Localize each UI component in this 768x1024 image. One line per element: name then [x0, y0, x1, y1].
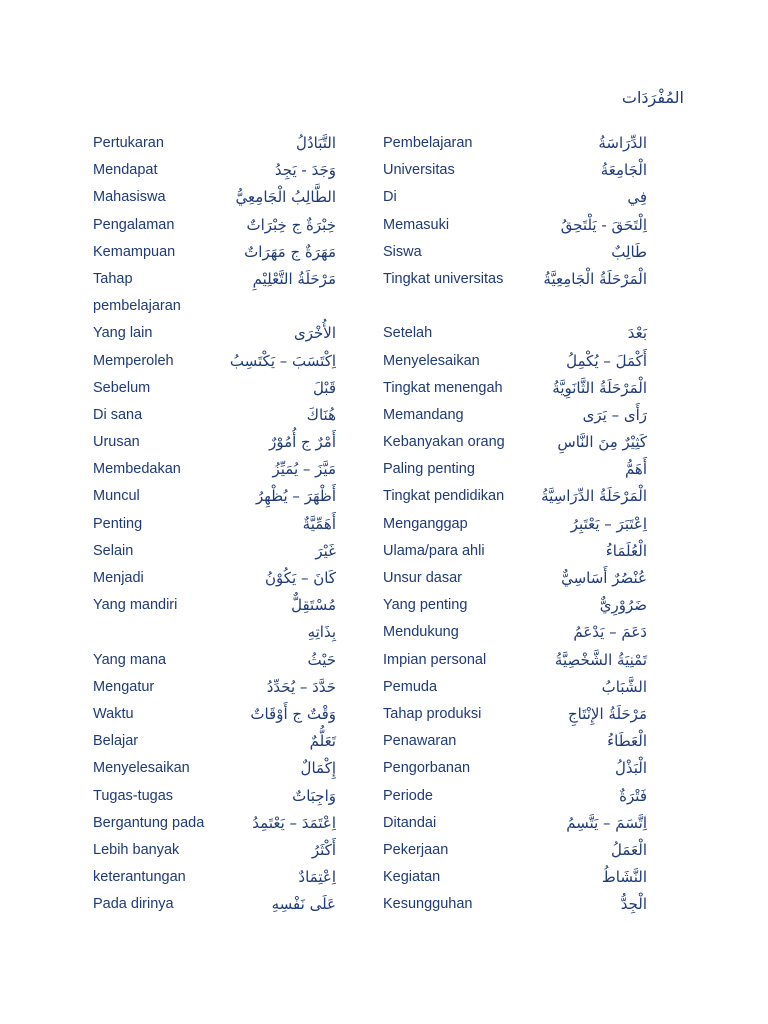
indonesian-term: Lebih banyak: [93, 841, 180, 858]
indonesian-term: Tahap produksi: [383, 705, 482, 722]
vocab-row: [0, 565, 768, 592]
arabic-term: خِبْرَةٌ ج خِبْرَاتٌ: [246, 215, 336, 234]
indonesian-term: Urusan: [93, 434, 140, 451]
arabic-term: بَعْدَ: [627, 324, 647, 343]
arabic-term: أَكْمَلَ – يُكْمِلُ: [566, 351, 647, 370]
indonesian-term: Memandang: [383, 406, 464, 423]
vocab-row: [0, 456, 768, 483]
arabic-term: الأُخْرَى: [293, 324, 336, 343]
indonesian-term: Mahasiswa: [93, 189, 166, 206]
indonesian-term: Penting: [93, 515, 143, 532]
arabic-term: الْعُلَمَاءُ: [605, 541, 647, 560]
indonesian-term: Universitas: [383, 162, 455, 179]
indonesian-term: Tingkat pendidikan: [383, 488, 505, 505]
arabic-term: مَرْحَلَةُ الإِنْتَاجِ: [567, 704, 647, 723]
vocab-row: [0, 674, 768, 701]
indonesian-term: Ditandai: [383, 814, 437, 831]
arabic-term: تَمْنِيَةُ الشَّخْصِيَّةُ: [554, 650, 647, 669]
arabic-term: الْجِدُّ: [620, 895, 647, 914]
vocab-row: [0, 810, 768, 837]
vocab-row: [0, 130, 768, 157]
arabic-term: أَهَمُّ: [624, 460, 647, 479]
arabic-term: غَيْرَ: [315, 541, 336, 560]
vocab-row: [0, 701, 768, 728]
vocab-row: [0, 184, 768, 211]
arabic-term: مَرْحَلَةُ التَّعْلِيْمِ: [252, 269, 336, 288]
arabic-term: أَمْرٌ ج أُمُوْرٌ: [269, 433, 336, 452]
vocab-row: [0, 619, 768, 646]
indonesian-term: Pada dirinya: [93, 896, 174, 913]
indonesian-term: Pemuda: [383, 678, 438, 695]
indonesian-term: Memasuki: [383, 216, 450, 233]
arabic-term: تَعَلُّمٌ: [309, 732, 336, 751]
page-title: المُفْرَدَات: [621, 88, 684, 107]
indonesian-term: Membedakan: [93, 461, 181, 478]
indonesian-term: Mendukung: [383, 624, 459, 641]
indonesian-term: Kesungguhan: [383, 896, 473, 913]
indonesian-term: Menganggap: [383, 515, 468, 532]
vocab-row: [0, 538, 768, 565]
indonesian-term: Tingkat menengah: [383, 379, 503, 396]
arabic-term: فِي: [627, 188, 647, 207]
arabic-term: عَلَى نَفْسِهِ: [271, 895, 336, 914]
arabic-term: الْبَذْلُ: [614, 759, 647, 778]
indonesian-term: Kemampuan: [93, 243, 176, 260]
indonesian-term: Kegiatan: [383, 869, 441, 886]
vocab-row: [0, 755, 768, 782]
vocab-row: [0, 375, 768, 402]
arabic-term: هُنَاكَ: [306, 405, 336, 424]
vocab-row: [0, 348, 768, 375]
vocab-row: [0, 891, 768, 918]
indonesian-term: Unsur dasar: [383, 570, 462, 586]
indonesian-term: Yang mana: [93, 651, 167, 668]
indonesian-term: Siswa: [383, 243, 422, 260]
arabic-term: اِلْتَحَقَ - يَلْتَحِقُ: [560, 215, 647, 234]
indonesian-term: Mendapat: [93, 162, 158, 179]
indonesian-term: Penawaran: [383, 733, 457, 750]
arabic-term: الْمَرْحَلَةُ الثَّانَوِيَّةُ: [552, 378, 647, 397]
indonesian-term: Di sana: [93, 406, 143, 423]
indonesian-term: Yang mandiri: [93, 597, 178, 614]
arabic-term: قَبْلَ: [312, 378, 336, 397]
arabic-term: وَجَدَ - يَجِدُ: [274, 161, 336, 180]
arabic-term: الْمَرْحَلَةُ الْجَامِعِيَّةُ: [543, 269, 647, 288]
arabic-term: الدِّرَاسَةُ: [598, 134, 647, 152]
vocab-row: [0, 266, 768, 293]
indonesian-term: Muncul: [93, 488, 140, 505]
arabic-term: وَاجِبَاتٌ: [292, 786, 336, 805]
arabic-term: مَهَرَةٌ ج مَهَرَاتٌ: [244, 242, 336, 261]
arabic-term: الْمَرْحَلَةُ الدِّرَاسِيَّةُ: [541, 487, 647, 506]
arabic-term: وَقْتٌ ج أَوْقَاتٌ: [250, 704, 336, 723]
arabic-term: الْعَمَلُ: [610, 840, 647, 859]
arabic-term: كَثِيْرٌ مِنَ النَّاسِ: [557, 433, 647, 452]
indonesian-term: Di: [383, 189, 397, 206]
indonesian-term: Yang penting: [383, 597, 468, 614]
indonesian-term: pembelajaran: [93, 298, 181, 315]
vocab-row: [0, 429, 768, 456]
arabic-term: التَّبَادُلُ: [296, 134, 336, 152]
arabic-term: ضَرُوْرِيٌّ: [599, 596, 647, 615]
arabic-term: حَدَّدَ – يُحَدِّدُ: [266, 677, 336, 696]
arabic-term: مُسْتَقِلٌّ: [291, 596, 336, 615]
vocab-row: [0, 728, 768, 755]
arabic-term: النَّشَاطُ: [601, 868, 647, 887]
vocab-row: [0, 320, 768, 347]
vocab-row: [0, 402, 768, 429]
arabic-term: رَأَى – يَرَى: [582, 405, 647, 424]
arabic-term: الشَّبَابُ: [601, 677, 647, 696]
arabic-term: اِعْتَبَرَ – يَعْتَبِرُ: [570, 514, 647, 533]
indonesian-term: Selain: [93, 542, 134, 559]
vocab-row: [0, 293, 768, 320]
indonesian-term: Paling penting: [383, 461, 475, 478]
vocab-row: [0, 837, 768, 864]
indonesian-term: Memperoleh: [93, 352, 174, 369]
indonesian-term: Impian personal: [383, 651, 487, 668]
arabic-term: إِكْمَالٌ: [300, 759, 336, 778]
indonesian-term: Pengalaman: [93, 216, 175, 233]
indonesian-term: Menyelesaikan: [383, 352, 480, 369]
vocab-row: [0, 157, 768, 184]
vocabulary-table: [0, 130, 768, 918]
arabic-term: دَعَمَ – يَدْعَمُ: [573, 623, 647, 642]
arabic-term: اِتَّسَمَ – يَتَّسِمُ: [566, 813, 647, 832]
arabic-term: طَالِبٌ: [611, 242, 647, 261]
arabic-term: أَهَمِّيَّةٌ: [302, 514, 336, 533]
arabic-term: بِذَاتِهِ: [307, 623, 336, 642]
indonesian-term: Tingkat universitas: [383, 270, 504, 287]
indonesian-term: Kebanyakan orang: [383, 434, 505, 451]
indonesian-term: Pekerjaan: [383, 841, 449, 858]
arabic-term: أَكْثَرُ: [311, 840, 336, 859]
vocab-row: [0, 239, 768, 266]
indonesian-term: keterantungan: [93, 869, 186, 886]
vocab-row: [0, 864, 768, 891]
indonesian-term: Mengatur: [93, 678, 155, 695]
indonesian-term: Bergantung pada: [93, 814, 205, 831]
indonesian-term: Belajar: [93, 733, 139, 750]
vocab-row: [0, 783, 768, 810]
indonesian-term: Waktu: [93, 705, 134, 722]
vocab-row: [0, 647, 768, 674]
vocab-row: [0, 592, 768, 619]
indonesian-term: Menyelesaikan: [93, 760, 190, 777]
indonesian-term: Pertukaran: [93, 135, 164, 151]
indonesian-term: Sebelum: [93, 379, 151, 396]
arabic-term: الْعَطَاءُ: [607, 732, 647, 751]
arabic-term: الْجَامِعَةُ: [600, 161, 647, 180]
indonesian-term: Pengorbanan: [383, 760, 471, 777]
arabic-term: عُنْصُرٌ أَسَاسِيٌّ: [561, 569, 647, 587]
vocab-row: [0, 212, 768, 239]
indonesian-term: Ulama/para ahli: [383, 542, 485, 559]
indonesian-term: Tugas-tugas: [93, 787, 174, 804]
indonesian-term: Periode: [383, 787, 433, 804]
indonesian-term: Menjadi: [93, 570, 144, 586]
arabic-term: أَظْهَرَ – يُظْهِرُ: [255, 487, 336, 506]
vocab-row: [0, 511, 768, 538]
arabic-term: اِعْتَمَدَ – يَعْتَمِدُ: [252, 813, 336, 832]
indonesian-term: Setelah: [383, 325, 433, 342]
arabic-term: كَانَ – يَكُوْنُ: [265, 569, 336, 587]
arabic-term: فَتْرَةٌ: [619, 786, 647, 805]
vocab-row: [0, 483, 768, 510]
arabic-term: اِكْتَسَبَ – يَكْتَسِبُ: [229, 351, 336, 370]
arabic-term: اِعْتِمَادٌ: [298, 868, 336, 887]
indonesian-term: Yang lain: [93, 325, 153, 342]
indonesian-term: Pembelajaran: [383, 135, 473, 151]
arabic-term: مَيَّزَ – يُمَيِّزُ: [272, 460, 336, 479]
arabic-term: حَيْثُ: [307, 650, 336, 669]
indonesian-term: Tahap: [93, 270, 133, 287]
arabic-term: الطَّالِبُ الْجَامِعِيُّ: [235, 188, 336, 207]
